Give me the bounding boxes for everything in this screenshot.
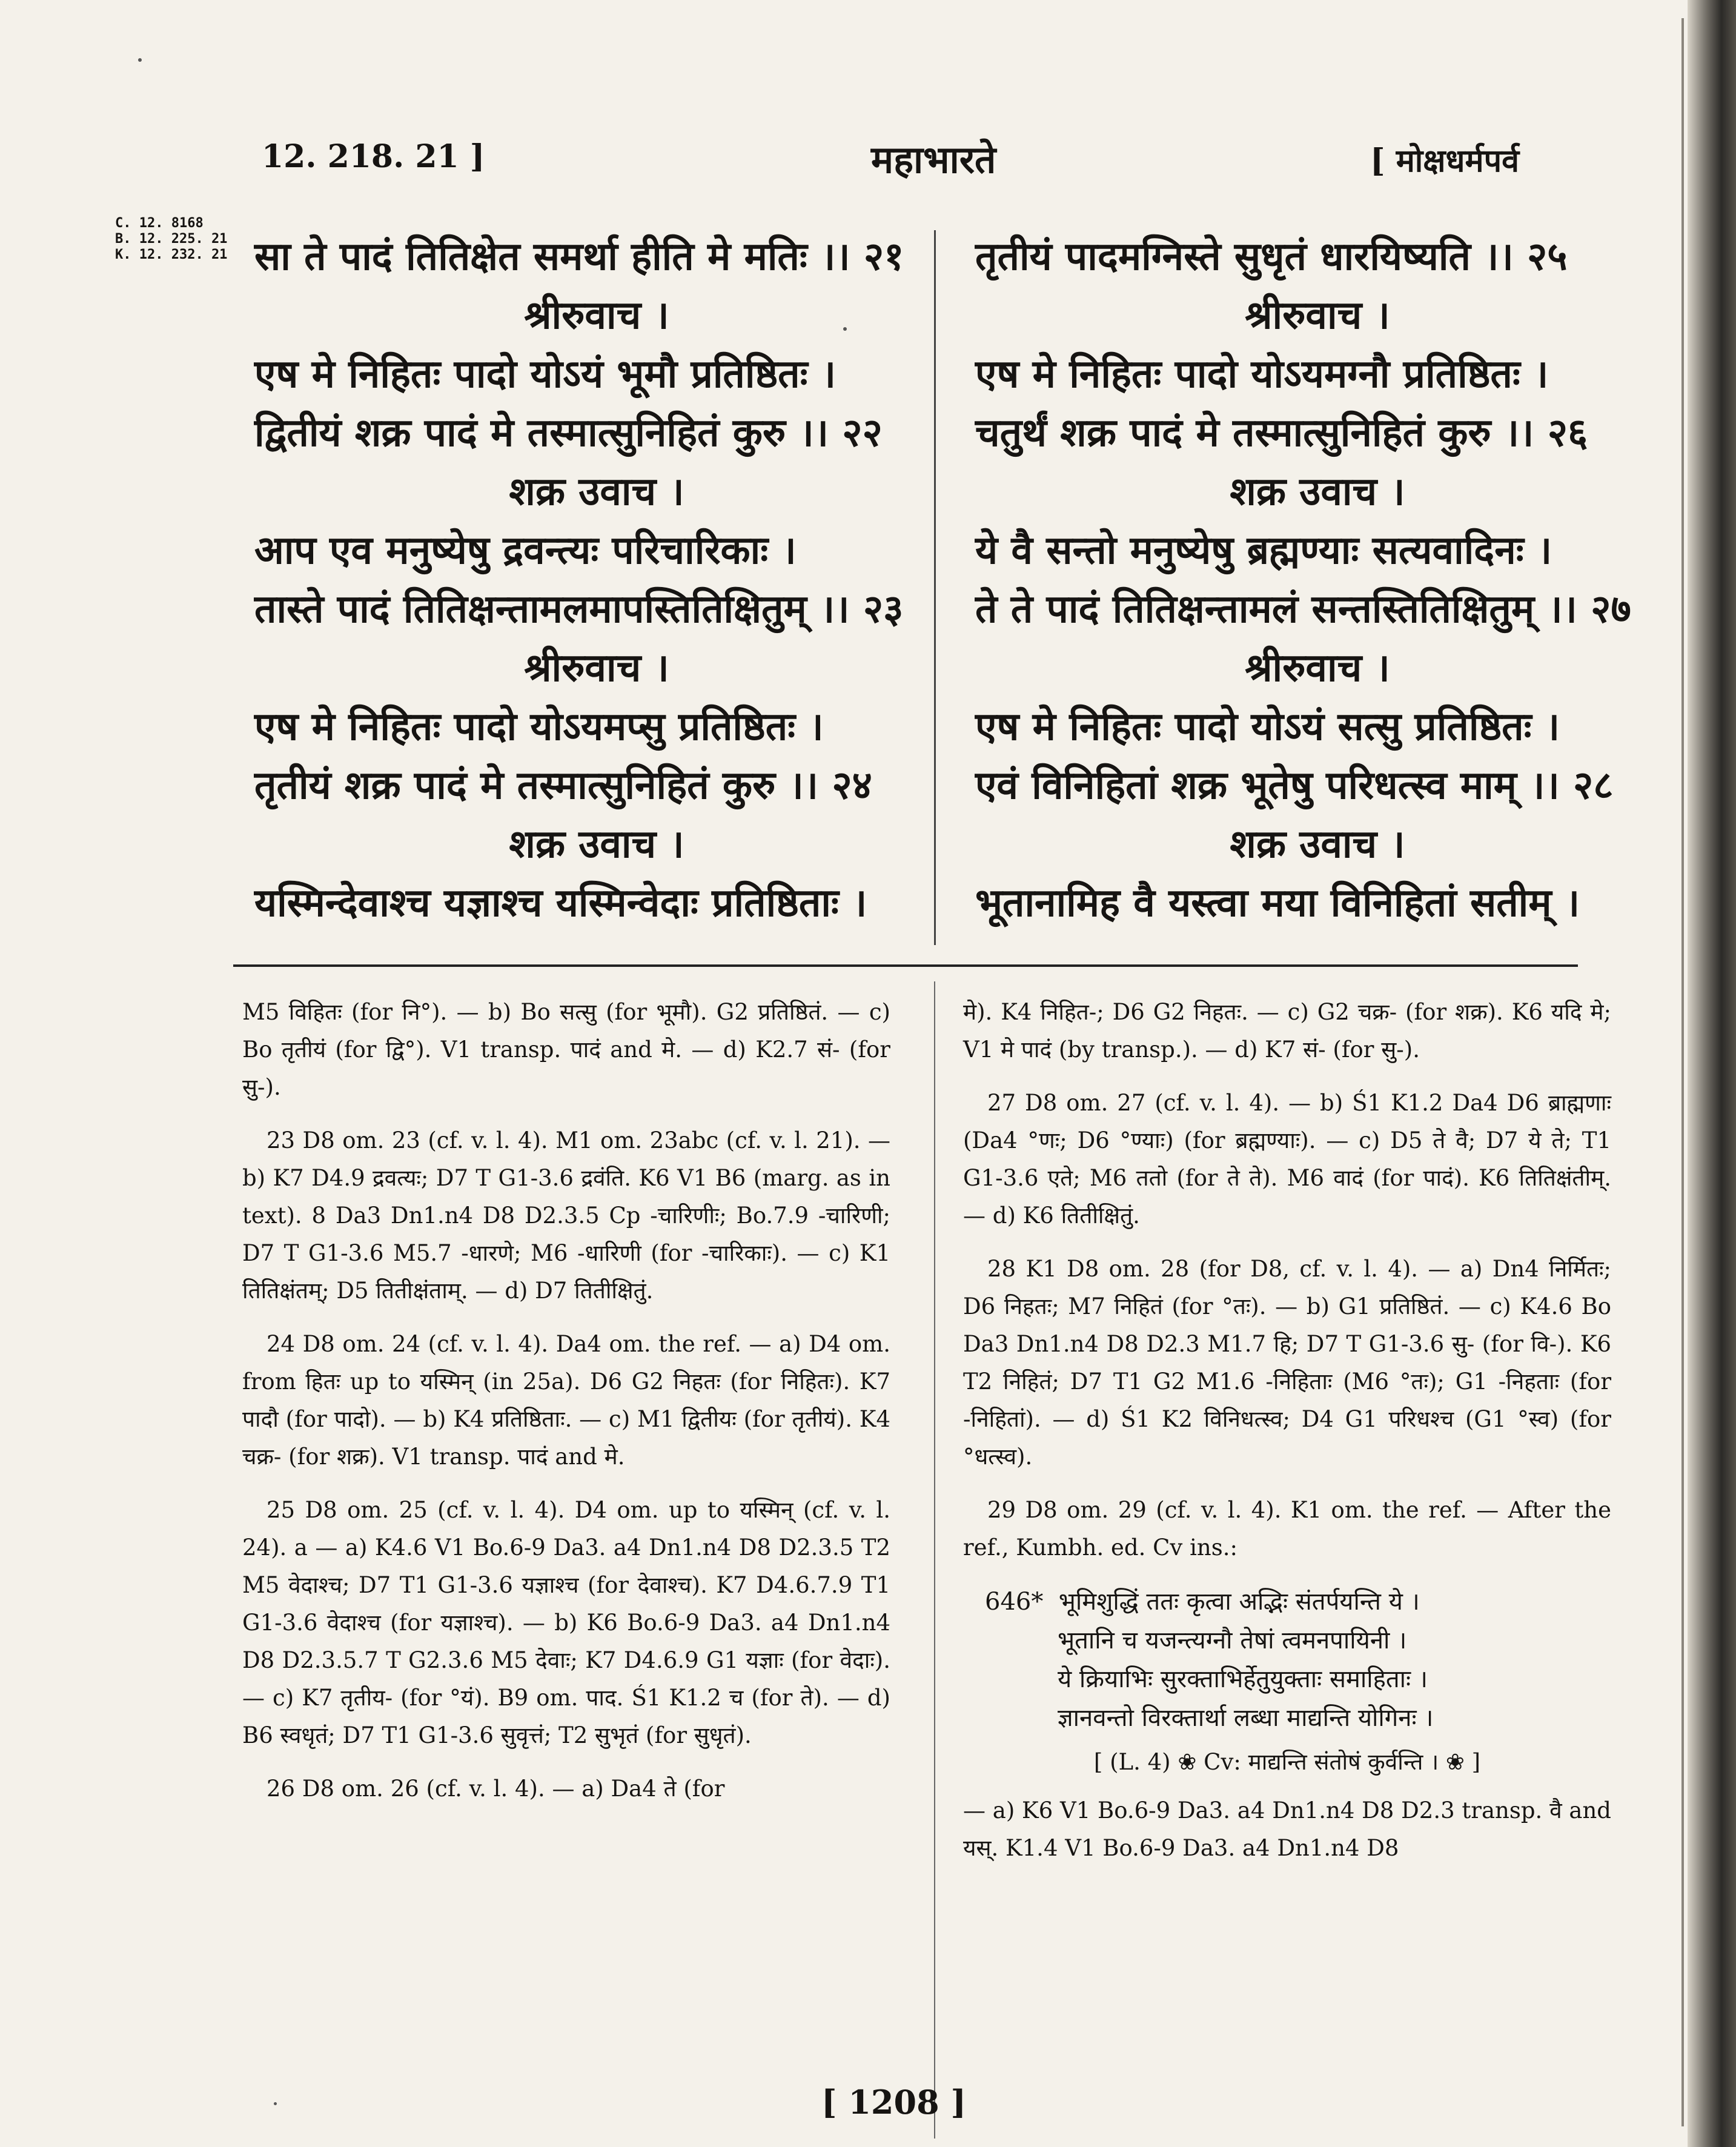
verse-line: आप एव मनुष्येषु द्रवन्त्यः परिचारिकाः । <box>254 528 797 573</box>
apparatus-entry: 26 D8 om. 26 (cf. v. l. 4). — a) Da4 ते (for <box>267 1776 725 1802</box>
verse-line: तृतीयं शक्र पादं मे तस्मात्सुनिहितं कुरु ।। २४ <box>254 763 872 808</box>
verse-line: ते ते पादं तितिक्षन्तामलं सन्तस्तितिक्षितुम् ।। २७ <box>975 586 1631 632</box>
book-spine-edge <box>1688 0 1736 2147</box>
verse-line: एष मे निहितः पादो योऽयं भूमौ प्रतिष्ठितः । <box>254 351 837 397</box>
speaker-heading: शक्र उवाच । <box>509 469 684 514</box>
verse-line: एष मे निहितः पादो योऽयं सत्सु प्रतिष्ठितः । <box>975 704 1560 749</box>
page-header-right: [ मोक्षधर्मपर्व <box>1370 142 1520 179</box>
speaker-heading: श्रीरुवाच । <box>524 645 669 691</box>
speaker-heading: श्रीरुवाच । <box>1245 293 1390 338</box>
apparatus-entry: 27 D8 om. 27 (cf. v. l. 4). — b) Ś1 K1.2 Da4 D6 ब्राह्मणाः (Da4 °णः; D6 °ण्याः) (for ब्रह्मण्याः). — c) D5 ते वै; D7 ये ते; T1 G1-3.6 एते; M6 ततो (for ते ते). M6 वादं (for पादं). K6 तितिक्षंतीम्. — d) K6 तितीक्षितुं. <box>963 1090 1611 1229</box>
insertion-passage <box>985 1582 1611 1737</box>
concordance-references <box>115 216 227 263</box>
verse-line: तास्ते पादं तितिक्षन्तामलमापस्तितिक्षितुम् ।। २३ <box>254 586 904 632</box>
speck <box>138 58 142 62</box>
page-header-left: 12. 218. 21 ] <box>262 138 485 175</box>
speaker-heading: श्रीरुवाच । <box>1245 645 1390 691</box>
insertion-line: ज्ञानवन्तो विरक्तार्था लब्धा माद्यन्ति योगिनः । <box>1058 1704 1434 1732</box>
apparatus-entry: M5 विहितः (for नि°). — b) Bo सत्सु (for भूमौ). G2 प्रतिष्ठितं. — c) Bo तृतीयं (for द्वि°). V1 transp. पादं and मे. — d) K2.7 सं- (for सु-). <box>242 999 890 1100</box>
insertion-line: भूतानि च यजन्त्यग्नौ तेषां त्वमनपायिनी । <box>1058 1627 1407 1654</box>
speaker-heading: शक्र उवाच । <box>1230 821 1405 867</box>
page-number: [ 1208 ] <box>821 2083 966 2122</box>
insertion-line: भूमिशुद्धिं ततः कृत्वा अद्भिः संतर्पयन्ति ये । <box>1058 1588 1420 1616</box>
verse-column-left <box>254 227 939 932</box>
verse-line: एवं विनिहितां शक्र भूतेषु परिधत्स्व माम् ।। २८ <box>975 763 1614 808</box>
speaker-heading: शक्र उवाच । <box>1230 469 1405 514</box>
apparatus-entry: मे). K4 निहित-; D6 G2 निहतः. — c) G2 चक्र- (for शक्र). K6 यदि मे; V1 मे पादं (by transp.). — d) K7 सं- (for सु-). <box>963 999 1611 1063</box>
verse-line: यस्मिन्देवाश्च यज्ञाश्च यस्मिन्वेदाः प्रतिष्ठिताः । <box>254 880 867 926</box>
column-divider-notes <box>934 981 935 2139</box>
concordance-bombay: B. 12. 225. 21 <box>115 231 228 247</box>
verse-line: तृतीयं पादमग्निस्ते सुधृतं धारयिष्यति ।। २५ <box>975 234 1568 279</box>
apparatus-entry: — a) K6 V1 Bo.6-9 Da3. a4 Dn1.n4 D8 D2.3 transp. वै and यस्. K1.4 V1 Bo.6-9 Da3. a4 Dn1.n4 D8 <box>963 1797 1611 1861</box>
apparatus-entry: 25 D8 om. 25 (cf. v. l. 4). D4 om. up to यस्मिन् (cf. v. l. 24). a — a) K4.6 V1 Bo.6-9 Da3. a4 Dn1.n4 D8 D2.3.5 T2 M5 वेदाश्च; D7 T1 G1-3.6 यज्ञाश्च (for देवाश्च). K7 D4.6.7.9 T1 G1-3.6 वेदाश्च (for यज्ञाश्च). — b) K6 Bo.6-9 Da3. a4 Dn1.n4 D8 D2.3.5.7 T G2.3.6 M5 देवाः; K7 D4.6.9 G1 यज्ञाः (for वेदाः). — c) K7 तृतीय- (for °यं). B9 om. पाद. Ś1 K1.2 च (for ते). — d) B6 स्वधृतं; D7 T1 G1-3.6 सुवृत्तं; T2 सुभृतं (for सुधृतं). <box>242 1497 890 1748</box>
verse-column-right <box>975 227 1660 932</box>
verse-line: भूतानामिह वै यस्त्वा मया विनिहितां सतीम् । <box>975 880 1580 926</box>
insertion-bracket-note: [ (L. 4) ❀ Cv: माद्यन्ति संतोषं कुर्वन्ति । ❀ ] <box>1093 1749 1481 1775</box>
spine-shadow-line <box>1681 18 1684 2126</box>
column-divider-verse <box>934 230 936 945</box>
critical-apparatus-left <box>242 994 890 1823</box>
insertion-number: 646* <box>985 1588 1044 1616</box>
concordance-calcutta: C. 12. 8168 <box>115 216 204 231</box>
apparatus-entry: 23 D8 om. 23 (cf. v. l. 4). M1 om. 23abc (cf. v. l. 21). — b) K7 D4.9 द्रवत्यः; D7 T G1-3.6 द्रवंति. K6 V1 B6 (marg. as in text). 8 Da3 Dn1.n4 D8 D2.3.5 Cp -चारिणीः; Bo.7.9 -चारिणी; D7 T G1-3.6 M5.7 -धारणे; M6 -धारिणी (for -चारिकाः). — c) K1 तितिक्षंतम्; D5 तितीक्षंताम्. — d) D7 तितीक्षितुं. <box>242 1127 890 1304</box>
page-header-title: महाभारते <box>871 138 996 182</box>
verse-line: द्वितीयं शक्र पादं मे तस्मात्सुनिहितं कुरु ।। २२ <box>254 410 883 456</box>
verse-line: एष मे निहितः पादो योऽयमग्नौ प्रतिष्ठितः । <box>975 351 1549 397</box>
apparatus-entry: 24 D8 om. 24 (cf. v. l. 4). Da4 om. the ref. — a) D4 om. from हितः up to यस्मिन् (in 25a). D6 G2 निहतः (for निहितः). K7 पादौ (for पादो). — b) K4 प्रतिष्ठिताः. — c) M1 द्वितीयः (for तृतीयं). K4 चक्र- (for शक्र). V1 transp. पादं and मे. <box>242 1331 890 1470</box>
apparatus-separator-rule <box>233 964 1578 967</box>
concordance-kumbhakonam: K. 12. 232. 21 <box>115 247 228 262</box>
apparatus-entry: 29 D8 om. 29 (cf. v. l. 4). K1 om. the ref. — After the ref., Kumbh. ed. Cv ins.: <box>963 1497 1611 1561</box>
critical-apparatus-right <box>963 994 1611 1883</box>
insertion-line: ये क्रियाभिः सुरक्ताभिर्हेतुयुक्ताः समाहिताः । <box>1058 1665 1428 1693</box>
verse-line: ये वै सन्तो मनुष्येषु ब्रह्मण्याः सत्यवादिनः । <box>975 528 1552 573</box>
speaker-heading: शक्र उवाच । <box>509 821 684 867</box>
speck <box>274 2102 277 2105</box>
speck <box>843 327 847 331</box>
verse-line: एष मे निहितः पादो योऽयमप्सु प्रतिष्ठितः । <box>254 704 824 749</box>
verse-line: सा ते पादं तितिक्षेत समर्था हीति मे मतिः ।। २१ <box>254 234 904 279</box>
speaker-heading: श्रीरुवाच । <box>524 293 669 338</box>
verse-line: चतुर्थं शक्र पादं मे तस्मात्सुनिहितं कुरु ।। २६ <box>975 410 1588 456</box>
apparatus-entry: 28 K1 D8 om. 28 (for D8, cf. v. l. 4). — a) Dn4 निर्मितः; D6 निहतः; M7 निहितं (for °तः). — b) G1 प्रतिष्ठितं. — c) K4.6 Bo Da3 Dn1.n4 D8 D2.3 M1.7 हि; D7 T G1-3.6 सु- (for वि-). K6 T2 निहितं; D7 T1 G2 M1.6 -निहिताः (M6 °तः); G1 -निहताः (for -निहितां). — d) Ś1 K2 विनिधत्स्व; D4 G1 परिधश्च (G1 °स्व) (for °धत्स्व). <box>963 1256 1611 1470</box>
